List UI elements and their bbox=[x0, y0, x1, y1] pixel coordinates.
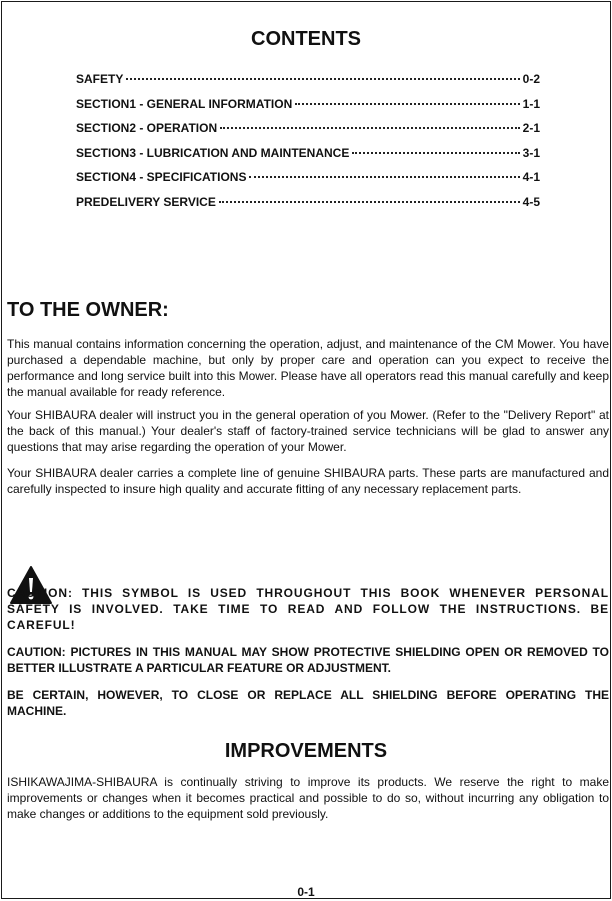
toc-entry-section4[interactable] bbox=[76, 170, 540, 195]
owner-paragraph-1: This manual contains information concerning the operation, adjust, and maintenance of the CM Mower. You have purchased a dependable machine, but only by proper care and operation can you expect to receive the performance and long service built into this Mower. Please have all operators read this manual carefully and keep the manual available for ready reference. bbox=[7, 337, 609, 399]
toc-page-number: 4-5 bbox=[522, 194, 540, 209]
improvements-paragraph: ISHIKAWAJIMA-SHIBAURA is continually striving to improve its products. We reserve the right to make improvements or changes when it becomes practical and possible to do so, without incurring any obligation to make changes or additions to the equipment sold previously. bbox=[7, 775, 609, 821]
toc-label: SECTION4 - SPECIFICATIONS bbox=[76, 170, 247, 185]
table-of-contents bbox=[76, 72, 540, 220]
toc-leader-dots bbox=[126, 77, 519, 80]
toc-entry-section2[interactable] bbox=[76, 121, 540, 146]
toc-label: SECTION1 - GENERAL INFORMATION bbox=[76, 96, 293, 111]
contents-title: CONTENTS bbox=[251, 28, 361, 50]
caution-close-shielding: BE CERTAIN, HOWEVER, TO CLOSE OR REPLACE ALL SHIELDING BEFORE OPERATING THE MACHINE. bbox=[7, 688, 609, 718]
owner-section-title: TO THE OWNER: bbox=[7, 299, 169, 321]
toc-page-number: 0-2 bbox=[522, 72, 540, 86]
toc-leader-dots bbox=[352, 151, 519, 154]
owner-paragraph-3: Your SHIBAURA dealer carries a complete line of genuine SHIBAURA parts. These parts are manufactured and carefully inspected to insure high quality and accurate fitting of any necessary replacement parts. bbox=[7, 466, 609, 496]
owner-paragraph-2: Your SHIBAURA dealer will instruct you in the general operation of you Mower. (Refer to the "Delivery Report" at the back of this manual.) Your dealer's staff of factory-trained service technicians will be glad to answer any questions that may arise regarding the operation of your Mower. bbox=[7, 408, 609, 454]
manual-page bbox=[1, 1, 611, 899]
toc-label: PREDELIVERY SERVICE bbox=[76, 194, 216, 209]
toc-leader-dots bbox=[219, 200, 520, 203]
toc-entry-predelivery[interactable] bbox=[76, 195, 540, 220]
toc-leader-dots bbox=[295, 102, 519, 105]
toc-page-number: 3-1 bbox=[522, 145, 540, 160]
page-number: 0-1 bbox=[297, 885, 315, 899]
toc-leader-dots bbox=[220, 126, 520, 129]
toc-leader-dots bbox=[249, 175, 519, 178]
toc-page-number: 4-1 bbox=[522, 170, 540, 185]
toc-entry-section1[interactable] bbox=[76, 97, 540, 122]
toc-label: SAFETY bbox=[76, 72, 124, 86]
toc-entry-safety[interactable] bbox=[76, 72, 540, 97]
toc-label: SECTION2 - OPERATION bbox=[76, 121, 218, 136]
improvements-title: IMPROVEMENTS bbox=[224, 740, 388, 762]
caution-safety-symbol: CAUTION: THIS SYMBOL IS USED THROUGHOUT THIS BOOK WHENEVER PERSONAL SAFETY IS INVOLVED. TAKE TIME TO READ AND FOLLOW THE INSTRUCTIONS. BE CAREFUL! bbox=[7, 586, 609, 632]
toc-page-number: 2-1 bbox=[522, 121, 540, 136]
caution-pictures-shielding: CAUTION: PICTURES IN THIS MANUAL MAY SHOW PROTECTIVE SHIELDING OPEN OR REMOVED TO BETTER ILLUSTRATE A PARTICULAR FEATURE OR ADJUSTMENT. bbox=[7, 645, 609, 675]
toc-entry-section3[interactable] bbox=[76, 146, 540, 171]
toc-page-number: 1-1 bbox=[522, 96, 540, 111]
toc-label: SECTION3 - LUBRICATION AND MAINTENANCE bbox=[76, 145, 350, 160]
